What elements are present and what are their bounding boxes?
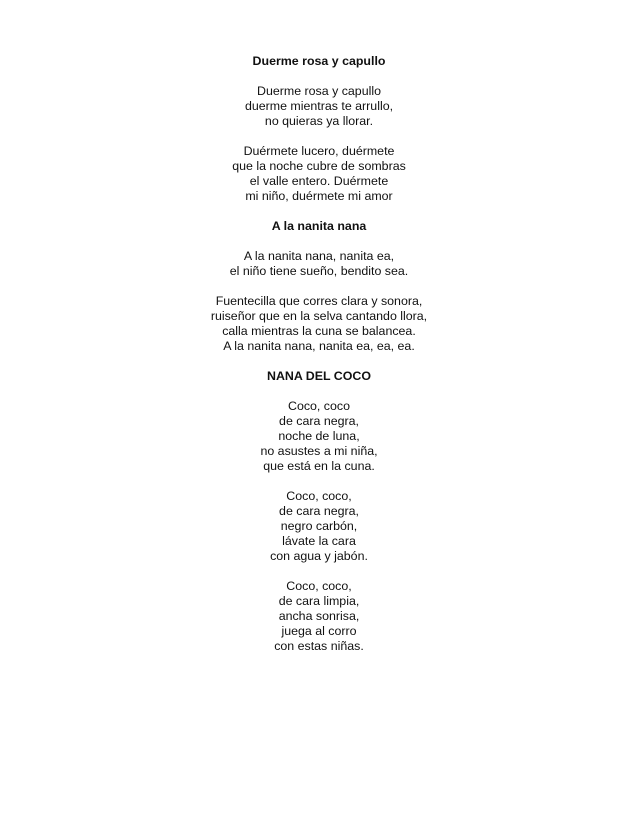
poem-section-coco	[0, 369, 638, 654]
poem-line: A la nanita nana, nanita ea,	[243, 249, 395, 263]
stanza	[0, 579, 638, 654]
poem-title: Duerme rosa y capullo	[252, 54, 386, 68]
poem-line: no asustes a mi niña,	[260, 444, 378, 458]
poem-line: con agua y jabón.	[270, 549, 368, 563]
stanza	[0, 489, 638, 564]
poem-line: Coco, coco	[288, 399, 350, 413]
poem-line: que la noche cubre de sombras	[232, 159, 406, 173]
poem-line: Coco, coco,	[286, 489, 352, 503]
poem-section-nanita	[0, 219, 638, 354]
stanza	[0, 144, 638, 204]
poem-line: Duerme rosa y capullo	[257, 84, 381, 98]
poem-line: Duérmete lucero, duérmete	[243, 144, 395, 158]
poem-line: de cara limpia,	[278, 594, 360, 608]
poem-title: NANA DEL COCO	[267, 369, 371, 383]
poem-section-duerme	[0, 54, 638, 204]
poem-column	[0, 54, 638, 654]
poem-line: Fuentecilla que corres clara y sonora,	[215, 294, 423, 308]
stanza	[0, 84, 638, 129]
poem-line: A la nanita nana, nanita ea, ea, ea.	[223, 339, 415, 353]
poem-line: lávate la cara	[282, 534, 356, 548]
poem-title: A la nanita nana	[271, 219, 367, 233]
poem-line: ancha sonrisa,	[278, 609, 360, 623]
poem-line: el valle entero. Duérmete	[249, 174, 389, 188]
poem-line: el niño tiene sueño, bendito sea.	[229, 264, 409, 278]
poem-line: no quieras ya llorar.	[264, 114, 374, 128]
poem-line: de cara negra,	[279, 414, 359, 428]
poem-line: noche de luna,	[278, 429, 360, 443]
poem-line: duerme mientras te arrullo,	[244, 99, 394, 113]
poem-line: mi niño, duérmete mi amor	[245, 189, 393, 203]
stanza	[0, 249, 638, 279]
poem-line: que está en la cuna.	[263, 459, 375, 473]
poem-line: con estas niñas.	[274, 639, 364, 653]
poem-line: ruiseñor que en la selva cantando llora,	[210, 309, 428, 323]
stanza	[0, 399, 638, 474]
poem-line: calla mientras la cuna se balancea.	[222, 324, 416, 338]
poem-line: Coco, coco,	[286, 579, 352, 593]
poem-line: juega al corro	[281, 624, 357, 638]
poem-line: de cara negra,	[279, 504, 359, 518]
stanza	[0, 294, 638, 354]
poem-line: negro carbón,	[280, 519, 358, 533]
